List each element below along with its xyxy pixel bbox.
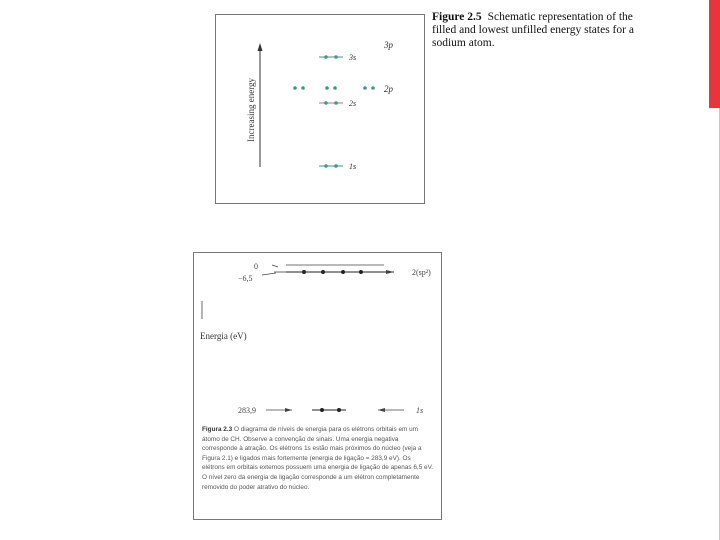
axis-label: Increasing energy <box>246 77 256 143</box>
level-label-1s-carbon: 1s <box>416 406 424 415</box>
figure-2-3-caption <box>202 425 434 492</box>
energy-level-diagram-carbon <box>194 253 441 421</box>
level-label-2sp2: 2(sp²) <box>412 268 431 277</box>
figure-2-3-caption-label: Figura 2.3 <box>202 426 233 433</box>
figure-2-5-caption-text: Schematic representation of the filled and lowest unfilled energy states for a sodium atom. <box>432 11 634 49</box>
level-label-2s: 2s <box>349 99 357 108</box>
label-2p: 2p <box>384 84 393 94</box>
level-3s <box>319 53 356 62</box>
level-2s <box>319 99 356 108</box>
label-3p: 3p <box>384 40 393 50</box>
state-dot <box>334 55 338 59</box>
state-dot <box>324 55 328 59</box>
level-2p <box>293 86 375 90</box>
tick-label-283-9: 283,9 <box>238 406 256 415</box>
level-label-3s: 3s <box>349 53 357 62</box>
tick-label-zero: 0 <box>254 262 258 271</box>
figure-2-5-caption-label: Figure 2.5 <box>432 11 482 23</box>
tick-label-minus-6-5: −6,5 <box>238 274 253 283</box>
level-label-1s: 1s <box>349 162 357 171</box>
figure-2-5-caption <box>432 11 652 50</box>
figure-2-3-panel <box>193 252 442 520</box>
axis-arrowhead <box>258 43 263 51</box>
level-1s-carbon <box>266 408 404 412</box>
energy-level-diagram-sodium <box>216 15 424 203</box>
pointer-arrow <box>272 265 278 267</box>
pointer-arrow <box>262 273 276 275</box>
figure-2-5-panel <box>215 14 425 204</box>
accent-bar <box>709 0 720 108</box>
level-2sp2 <box>274 270 394 274</box>
y-axis-label: Energia (eV) <box>200 331 247 341</box>
figure-2-3-caption-text: O diagrama de níveis de energia para os elétrons orbitais em um átomo de CH. Observe a convenção de sinais. Uma energia negativa corresponde à atração. Os elétrons 1s estão mais próximos do núcleo (veja a Figura 2.1) e ligados mais fortemente (energia de ligação = 283,9 eV). Os elétrons em orbitais externos possuem uma energia de ligação de apenas 6,5 eV. O nível zero da energia de ligação corresponde a um elétron completamente removido do poder atrativo do núcleo. <box>202 426 434 491</box>
level-1s <box>319 162 356 171</box>
